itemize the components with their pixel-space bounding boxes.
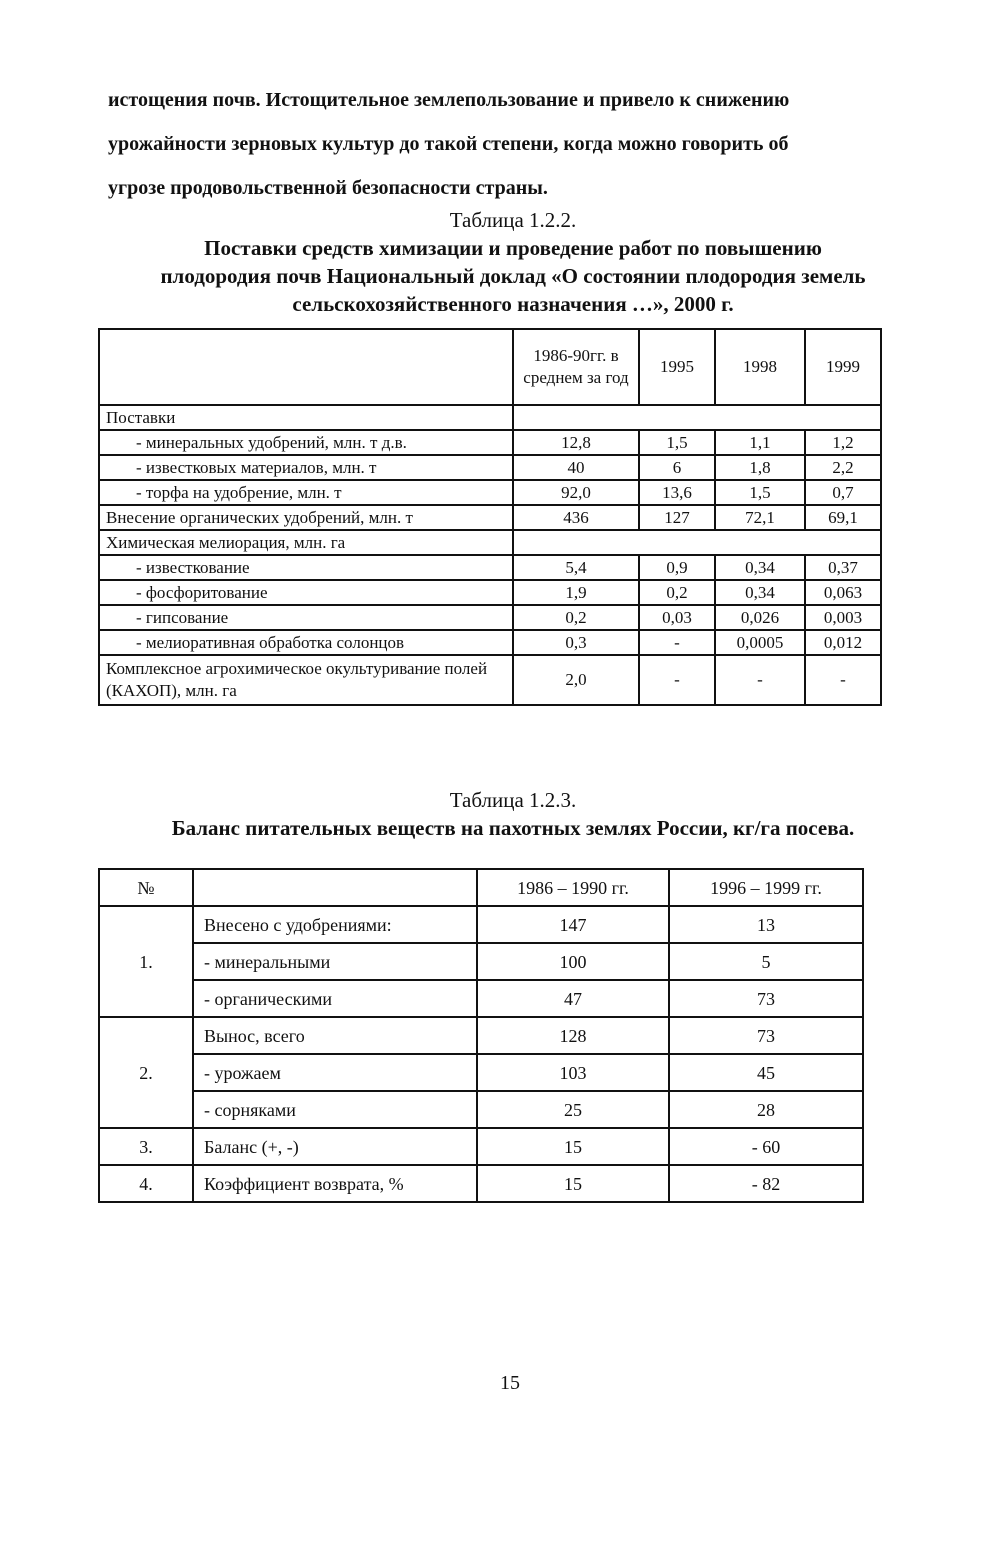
table1-group-spacer [513,405,881,430]
table2-number: Таблица 1.2.3. [449,788,577,812]
table1-value-cell: 0,2 [513,605,639,630]
table1-value-cell: 0,0005 [715,630,805,655]
table1-row-label: Комплексное агрохимическое окультуривание полей (КАХОП), млн. га [99,655,513,705]
table1-group-row [99,405,881,430]
table2-title: Баланс питательных веществ на пахотных землях России, кг/га посева. [171,816,855,840]
table2-row [99,1091,863,1128]
table1-row [99,630,881,655]
table2-row-label: Вынос, всего [193,1017,477,1054]
table1-value-cell: 1,1 [715,430,805,455]
table2-row-label: - органическими [193,980,477,1017]
table2-row-label: - урожаем [193,1054,477,1091]
table1-value-cell: 2,2 [805,455,881,480]
table2-value-cell: 103 [477,1054,669,1091]
table1-title-line: сельскохозяйственного назначения …», 2000 г. [292,292,734,316]
table1-value-cell: 0,2 [639,580,715,605]
table2-value-cell: - 82 [669,1165,863,1202]
table1-row-label: - известкование [99,555,513,580]
table1-value-cell: 127 [639,505,715,530]
table2-row [99,1128,863,1165]
table1-row [99,580,881,605]
table1-row [99,455,881,480]
table1-row-label: Внесение органических удобрений, млн. т [99,505,513,530]
table1-value-cell: 1,8 [715,455,805,480]
table1-group-spacer [513,530,881,555]
table1-row-label: - известковых материалов, млн. т [99,455,513,480]
table2-row [99,943,863,980]
table2-header-cell: 1996 – 1999 гг. [669,869,863,906]
table1-row-label: Химическая мелиорация, млн. га [99,530,513,555]
table1-title [98,234,928,318]
table2-value-cell: 5 [669,943,863,980]
table1-value-cell: 72,1 [715,505,805,530]
table2-row-number: 3. [99,1128,193,1165]
table1-header-cell: 1986-90гг. в среднем за год [513,329,639,405]
table1-row-label: - торфа на удобрение, млн. т [99,480,513,505]
nutrient-balance-table [98,868,864,1203]
table1-header-cell [99,329,513,405]
table1-row [99,430,881,455]
table1-value-cell: 0,34 [715,555,805,580]
table1-value-cell: 0,9 [639,555,715,580]
table1-value-cell: 1,9 [513,580,639,605]
table1-value-cell: 0,37 [805,555,881,580]
intro-line: истощения почв. Истощительное землепользование и привело к снижению [108,89,790,111]
table1-value-cell: 1,2 [805,430,881,455]
table1-row-label: - мелиоративная обработка солонцов [99,630,513,655]
table2-header-cell: 1986 – 1990 гг. [477,869,669,906]
table2-header-cell: № [99,869,193,906]
table2-caption [98,786,928,842]
table1-value-cell: 1,5 [715,480,805,505]
table1-row [99,555,881,580]
table1-value-cell: 0,026 [715,605,805,630]
table1-value-cell: 0,03 [639,605,715,630]
table1-value-cell: 0,7 [805,480,881,505]
table2-row-label: Баланс (+, -) [193,1128,477,1165]
table2-value-cell: 47 [477,980,669,1017]
table2-row-number: 2. [99,1017,193,1128]
table1-row [99,605,881,630]
table1-title-line: плодородия почв Национальный доклад «О состоянии плодородия земель [160,264,866,288]
table2-value-cell: 73 [669,980,863,1017]
page-number: 15 [500,1372,520,1394]
table1-value-cell: 2,0 [513,655,639,705]
table1-value-cell: 12,8 [513,430,639,455]
table2-value-cell: 13 [669,906,863,943]
table1-row [99,480,881,505]
table1-value-cell: 92,0 [513,480,639,505]
table1-value-cell: 0,063 [805,580,881,605]
table1-value-cell: 436 [513,505,639,530]
table1-value-cell: 0,003 [805,605,881,630]
table2-row [99,1054,863,1091]
table2-row-label: - сорняками [193,1091,477,1128]
table1-value-cell: 6 [639,455,715,480]
table2-value-cell: - 60 [669,1128,863,1165]
table1-value-cell: - [639,630,715,655]
table2-row [99,1017,863,1054]
table1-value-cell: 0,012 [805,630,881,655]
table1-value-cell: 0,34 [715,580,805,605]
table1-value-cell: 5,4 [513,555,639,580]
table1-row-label: Поставки [99,405,513,430]
table1-row [99,505,881,530]
intro-line: урожайности зерновых культур до такой степени, когда можно говорить об [108,133,789,155]
table2-row [99,906,863,943]
table2-value-cell: 128 [477,1017,669,1054]
table2-value-cell: 15 [477,1128,669,1165]
table2-header-row [99,869,863,906]
table2-row-label: - минеральными [193,943,477,980]
table2-value-cell: 25 [477,1091,669,1128]
table1-value-cell: 40 [513,455,639,480]
table1-header-cell: 1998 [715,329,805,405]
table1-row-label: - гипсование [99,605,513,630]
table2-value-cell: 100 [477,943,669,980]
table1-row-label: - фосфоритование [99,580,513,605]
intro-paragraph [108,78,928,210]
table2-row [99,980,863,1017]
table2-row-number: 4. [99,1165,193,1202]
table2-value-cell: 28 [669,1091,863,1128]
table2-row-number: 1. [99,906,193,1017]
table1-header-cell: 1995 [639,329,715,405]
table1-value-cell: 13,6 [639,480,715,505]
table1-group-row [99,530,881,555]
chemicalization-table [98,328,882,706]
table2-value-cell: 45 [669,1054,863,1091]
intro-line: угрозе продовольственной безопасности страны. [108,177,548,199]
table1-row [99,655,881,705]
table1-title-line: Поставки средств химизации и проведение работ по повышению [204,236,822,260]
table2-row [99,1165,863,1202]
table1-header-cell: 1999 [805,329,881,405]
table1-value-cell: 0,3 [513,630,639,655]
table1-value-cell: - [715,655,805,705]
table1-value-cell: 1,5 [639,430,715,455]
table2-header-cell [193,869,477,906]
table1-header-row [99,329,881,405]
table2-row-label: Внесено с удобрениями: [193,906,477,943]
table1-value-cell: 69,1 [805,505,881,530]
table2-value-cell: 15 [477,1165,669,1202]
table2-row-label: Коэффициент возврата, % [193,1165,477,1202]
table1-value-cell: - [639,655,715,705]
table1-number: Таблица 1.2.2. [449,208,577,232]
table1-caption [98,206,928,318]
table1-value-cell: - [805,655,881,705]
table2-value-cell: 147 [477,906,669,943]
table2-value-cell: 73 [669,1017,863,1054]
table1-row-label: - минеральных удобрений, млн. т д.в. [99,430,513,455]
